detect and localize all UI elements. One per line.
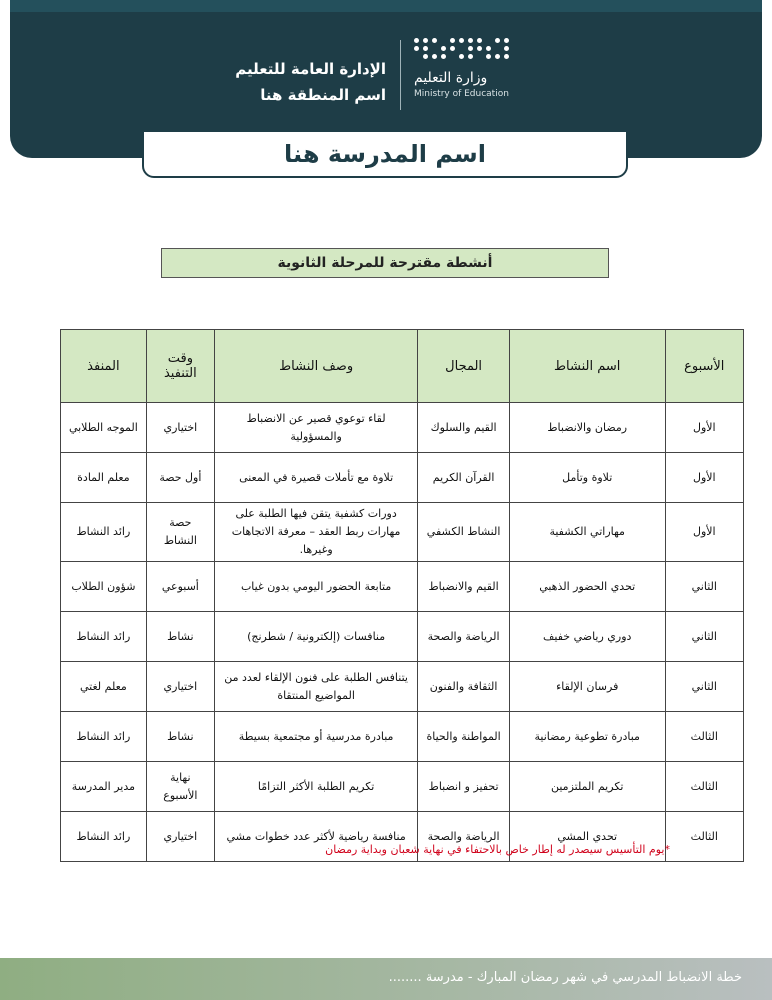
table-row — [61, 762, 744, 812]
cell-desc: تلاوة مع تأملات قصيرة في المعنى — [214, 453, 417, 503]
table-row — [61, 612, 744, 662]
cell-desc: مبادرة مدرسية أو مجتمعية بسيطة — [214, 712, 417, 762]
header-name: اسم النشاط — [509, 330, 665, 403]
ministry-logo — [414, 38, 524, 101]
cell-field: القيم والسلوك — [418, 403, 510, 453]
cell-time: نهاية الأسبوع — [146, 762, 214, 812]
cell-field: الثقافة والفنون — [418, 662, 510, 712]
cell-field: تحفيز و انضباط — [418, 762, 510, 812]
cell-name: رمضان والانضباط — [509, 403, 665, 453]
cell-exec: معلم المادة — [61, 453, 147, 503]
ministry-name-ar: وزارة التعليم — [414, 70, 488, 86]
cell-desc: تكريم الطلبة الأكثر التزامًا — [214, 762, 417, 812]
cell-name: فرسان الإلقاء — [509, 662, 665, 712]
cell-time: أسبوعي — [146, 562, 214, 612]
table-header-row — [61, 330, 744, 403]
cell-desc: متابعة الحضور اليومي بدون غياب — [214, 562, 417, 612]
admin-title: الإدارة العامة للتعليم — [235, 60, 386, 78]
cell-exec: رائد النشاط — [61, 612, 147, 662]
school-name: اسم المدرسة هنا — [284, 140, 486, 168]
header-field: المجال — [418, 330, 510, 403]
header-accent — [10, 0, 762, 12]
cell-week: الأول — [665, 403, 743, 453]
cell-time: اختياري — [146, 403, 214, 453]
header-desc: وصف النشاط — [214, 330, 417, 403]
cell-time: اختياري — [146, 662, 214, 712]
cell-time: اختياري — [146, 812, 214, 862]
table-row — [61, 503, 744, 562]
cell-name: مبادرة تطوعية رمضانية — [509, 712, 665, 762]
header-week: الأسبوع — [665, 330, 743, 403]
cell-week: الثاني — [665, 562, 743, 612]
cell-week: الثالث — [665, 762, 743, 812]
table-row — [61, 453, 744, 503]
header-exec: المنفذ — [61, 330, 147, 403]
ministry-name-en: Ministry of Education — [414, 89, 509, 99]
cell-name: تحدي المشي — [509, 812, 665, 862]
cell-exec: مدير المدرسة — [61, 762, 147, 812]
cell-name: مهاراتي الكشفية — [509, 503, 665, 562]
cell-week: الأول — [665, 453, 743, 503]
cell-field: القيم والانضباط — [418, 562, 510, 612]
cell-time: حصة النشاط — [146, 503, 214, 562]
cell-name: دوري رياضي خفيف — [509, 612, 665, 662]
ministry-dots-icon — [414, 38, 524, 59]
cell-name: تحدي الحضور الذهبي — [509, 562, 665, 612]
table-row — [61, 562, 744, 612]
table-row — [61, 712, 744, 762]
footnote: *يوم التأسيس سيصدر له إطار خاص بالاحتفاء في نهاية شعبان وبداية رمضان — [325, 843, 670, 856]
cell-exec: الموجه الطلابي — [61, 403, 147, 453]
activities-table — [60, 329, 744, 862]
cell-field: الرياضة والصحة — [418, 812, 510, 862]
cell-week: الأول — [665, 503, 743, 562]
region-name: اسم المنطقة هنا — [260, 86, 386, 104]
footer-bar — [0, 958, 772, 1000]
cell-desc: لقاء توعوي قصير عن الانضباط والمسؤولية — [214, 403, 417, 453]
cell-field: القرآن الكريم — [418, 453, 510, 503]
header-time: وقت التنفيذ — [146, 330, 214, 403]
table-row — [61, 403, 744, 453]
cell-week: الثالث — [665, 812, 743, 862]
cell-week: الثاني — [665, 612, 743, 662]
cell-exec: شؤون الطلاب — [61, 562, 147, 612]
header-divider — [400, 40, 401, 110]
cell-field: النشاط الكشفي — [418, 503, 510, 562]
cell-name: تلاوة وتأمل — [509, 453, 665, 503]
cell-exec: معلم لغتي — [61, 662, 147, 712]
cell-time: أول حصة — [146, 453, 214, 503]
cell-desc: يتنافس الطلبة على فنون الإلقاء لعدد من المواضيع المنتقاة — [214, 662, 417, 712]
cell-name: تكريم الملتزمين — [509, 762, 665, 812]
school-name-box — [142, 130, 628, 178]
cell-exec: رائد النشاط — [61, 812, 147, 862]
cell-desc: دورات كشفية يتقن فيها الطلبة على مهارات ربط العقد – معرفة الاتجاهات وغيرها. — [214, 503, 417, 562]
admin-block — [180, 56, 386, 108]
cell-time: نشاط — [146, 712, 214, 762]
cell-desc: منافسة رياضية لأكثر عدد خطوات مشي — [214, 812, 417, 862]
table-row — [61, 662, 744, 712]
cell-exec: رائد النشاط — [61, 712, 147, 762]
cell-exec: رائد النشاط — [61, 503, 147, 562]
subtitle-box — [161, 248, 609, 278]
cell-week: الثاني — [665, 662, 743, 712]
footer-text: خطة الانضباط المدرسي في شهر رمضان المبارك - مدرسة ........ — [388, 970, 742, 985]
page-subtitle: أنشطة مقترحة للمرحلة الثانوية — [277, 255, 493, 271]
cell-field: الرياضة والصحة — [418, 612, 510, 662]
cell-time: نشاط — [146, 612, 214, 662]
cell-field: المواطنة والحياة — [418, 712, 510, 762]
cell-desc: منافسات (إلكترونية / شطرنج) — [214, 612, 417, 662]
cell-week: الثالث — [665, 712, 743, 762]
